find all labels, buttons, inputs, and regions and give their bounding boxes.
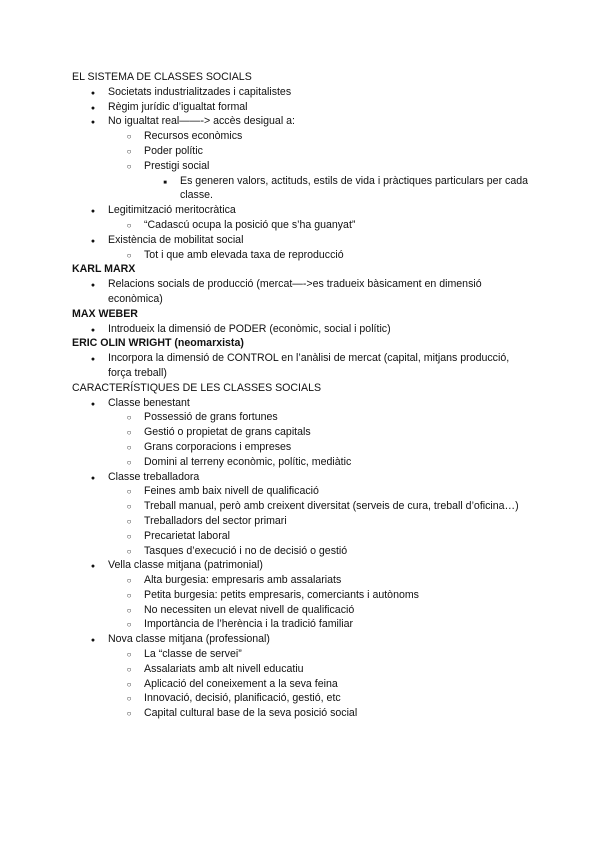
section-heading: EL SISTEMA DE CLASSES SOCIALS <box>72 71 252 83</box>
list-item <box>72 588 532 603</box>
list-item <box>72 351 532 381</box>
hollow-bullet-icon <box>122 603 136 619</box>
list-item-text: Societats industrialitzades i capitalistes <box>108 85 292 98</box>
list-item <box>72 85 532 100</box>
list-item-text: Relacions socials de producció (mercat—->es tradueix bàsicament en dimensió econòmica) <box>108 278 482 305</box>
list-item <box>72 322 532 337</box>
list-item-text: Possessió de grans fortunes <box>144 411 278 424</box>
hollow-bullet-icon <box>122 144 136 160</box>
list-item <box>72 129 532 144</box>
section-heading: MAX WEBER <box>72 307 138 320</box>
list-item-text: Importància de l’herència i la tradició familiar <box>144 618 354 631</box>
list-item <box>72 603 532 618</box>
list-item-text: Assalariats amb alt nivell educatiu <box>144 662 304 675</box>
list-item <box>72 277 532 307</box>
hollow-bullet-icon <box>122 159 136 175</box>
document-page <box>72 70 532 721</box>
hollow-bullet-icon <box>122 544 136 560</box>
list-item-text: “Cadascú ocupa la posició que s’ha guanyat” <box>144 218 356 231</box>
filled-bullet-icon <box>86 277 100 294</box>
hollow-bullet-icon <box>122 662 136 678</box>
list-item-text: Classe benestant <box>108 396 190 409</box>
section-heading: CARACTERÍSTIQUES DE LES CLASSES SOCIALS <box>72 381 322 394</box>
list-item <box>72 174 532 204</box>
list-item <box>72 647 532 662</box>
list-item-text: Gestió o propietat de grans capitals <box>144 426 311 439</box>
list-item-text: Grans corporacions i empreses <box>144 440 292 453</box>
hollow-bullet-icon <box>122 677 136 693</box>
list-item <box>72 425 532 440</box>
list-item-text: Prestigi social <box>144 159 210 172</box>
list-item-text: Legitimització meritocràtica <box>108 204 236 217</box>
list-item <box>72 544 532 559</box>
list-item <box>72 529 532 544</box>
bullet-list <box>72 351 532 381</box>
list-item-text: Existència de mobilitat social <box>108 233 244 246</box>
hollow-bullet-icon <box>122 455 136 471</box>
hollow-bullet-icon <box>122 588 136 604</box>
list-item-text: Recursos econòmics <box>144 130 243 143</box>
list-item-text: Precarietat laboral <box>144 529 230 542</box>
list-item <box>72 455 532 470</box>
list-item <box>72 617 532 632</box>
list-item-text: Aplicació del coneixement a la seva feina <box>144 677 338 690</box>
list-item-text: Feines amb baix nivell de qualificació <box>144 485 319 498</box>
list-item <box>72 396 532 411</box>
list-item <box>72 677 532 692</box>
list-item-text: Incorpora la dimensió de CONTROL en l’anàlisi de mercat (capital, mitjans producció, força treball) <box>108 352 510 379</box>
list-item-text: Classe treballadora <box>108 470 200 483</box>
list-item-text: Tasques d’execució i no de decisió o gestió <box>144 544 348 557</box>
list-item-text: Treball manual, però amb creixent diversitat (serveis de cura, treball d’oficina…) <box>144 500 519 513</box>
filled-bullet-icon <box>86 351 100 368</box>
section-heading: KARL MARX <box>72 263 136 276</box>
hollow-bullet-icon <box>122 647 136 663</box>
list-item-text: Poder polític <box>144 144 203 157</box>
hollow-bullet-icon <box>122 440 136 456</box>
hollow-bullet-icon <box>122 410 136 426</box>
list-item-text: Nova classe mitjana (professional) <box>108 633 270 646</box>
bullet-list <box>72 322 532 337</box>
list-item-text: Es generen valors, actituds, estils de vida i pràctiques particulars per cada classe. <box>180 174 529 202</box>
list-item-text: Domini al terreny econòmic, polític, mediàtic <box>144 455 352 468</box>
filled-bullet-icon <box>86 322 100 339</box>
list-item-text: Règim jurídic d’igualtat formal <box>108 100 248 113</box>
list-item-text: Treballadors del sector primari <box>144 514 287 527</box>
list-item <box>72 144 532 159</box>
list-item <box>72 233 532 248</box>
list-item <box>72 114 532 129</box>
list-item <box>72 159 532 174</box>
list-item-text: Capital cultural base de la seva posició social <box>144 707 358 720</box>
list-item-text: Petita burgesia: petits empresaris, comerciants i autònoms <box>144 588 419 601</box>
hollow-bullet-icon <box>122 484 136 500</box>
list-item <box>72 632 532 647</box>
list-item <box>72 248 532 263</box>
hollow-bullet-icon <box>122 691 136 707</box>
list-item-text: No igualtat real——-> accès desigual a: <box>108 115 295 128</box>
hollow-bullet-icon <box>122 218 136 234</box>
list-item <box>72 410 532 425</box>
bullet-list <box>72 396 532 722</box>
hollow-bullet-icon <box>122 129 136 145</box>
list-item <box>72 100 532 115</box>
list-item-text: Vella classe mitjana (patrimonial) <box>108 559 263 572</box>
hollow-bullet-icon <box>122 617 136 633</box>
hollow-bullet-icon <box>122 573 136 589</box>
hollow-bullet-icon <box>122 248 136 264</box>
list-item <box>72 558 532 573</box>
list-item <box>72 484 532 499</box>
list-item <box>72 662 532 677</box>
bullet-list <box>72 277 532 307</box>
list-item-text: Innovació, decisió, planificació, gestió, etc <box>144 692 341 705</box>
list-item <box>72 573 532 588</box>
list-item <box>72 514 532 529</box>
list-item-text: La “classe de servei” <box>144 648 242 661</box>
list-item-text: Introdueix la dimensió de PODER (econòmic, social i polític) <box>108 322 391 335</box>
hollow-bullet-icon <box>122 529 136 545</box>
list-item-text: Alta burgesia: empresaris amb assalariats <box>144 574 342 587</box>
list-item <box>72 499 532 514</box>
list-item <box>72 218 532 233</box>
list-item <box>72 691 532 706</box>
hollow-bullet-icon <box>122 706 136 722</box>
list-item <box>72 440 532 455</box>
list-item <box>72 203 532 218</box>
hollow-bullet-icon <box>122 425 136 441</box>
list-item <box>72 470 532 485</box>
section-heading: ERIC OLIN WRIGHT (neomarxista) <box>72 337 244 350</box>
hollow-bullet-icon <box>122 514 136 530</box>
list-item-text: Tot i que amb elevada taxa de reproducció <box>144 248 344 261</box>
list-item <box>72 706 532 721</box>
bullet-list <box>72 85 532 263</box>
square-bullet-icon <box>158 174 172 191</box>
hollow-bullet-icon <box>122 499 136 515</box>
list-item-text: No necessiten un elevat nivell de qualificació <box>144 603 355 616</box>
